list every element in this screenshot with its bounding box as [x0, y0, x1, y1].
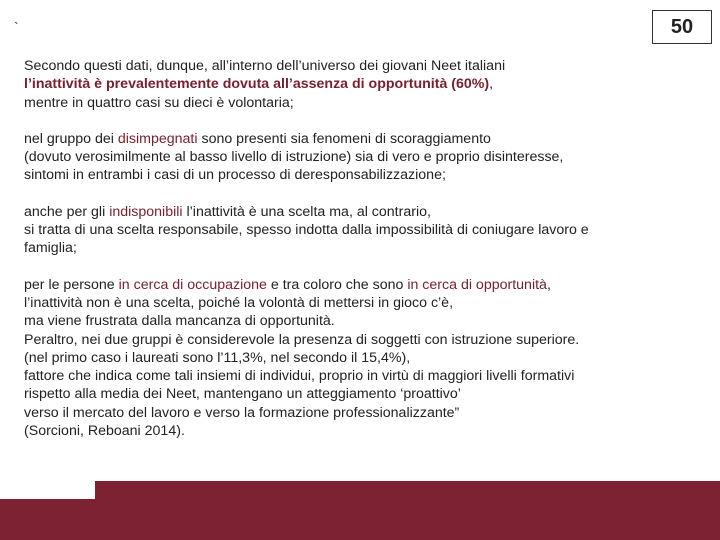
text-line	[24, 94, 694, 112]
text-line	[24, 422, 694, 440]
text-segment: sono presenti sia fenomeni di scoraggiamento	[197, 130, 491, 147]
paragraph	[24, 57, 694, 112]
text-segment: (dovuto verosimilmente al basso livello di istruzione) sia di vero e proprio disinteresse,	[24, 149, 564, 166]
text-line	[24, 148, 694, 166]
text-segment: per le persone	[24, 276, 119, 293]
footer-bar-left	[0, 499, 95, 540]
text-line	[24, 130, 694, 148]
text-line	[24, 367, 694, 385]
paragraph	[24, 276, 694, 441]
text-segment: ,	[546, 276, 551, 293]
text-line	[24, 294, 694, 312]
text-line	[24, 385, 694, 403]
text-segment: nel gruppo dei	[24, 130, 118, 147]
text-segment: si tratta di una scelta responsabile, spesso indotta dalla impossibilità di coniugare lavoro e	[24, 222, 589, 239]
highlighted-text: l’inattività è prevalentemente dovuta all’assenza di opportunità (60%)	[24, 76, 490, 93]
text-segment: ,	[489, 76, 494, 93]
page-number-box: 50	[652, 10, 712, 44]
text-line	[24, 203, 694, 221]
text-segment: Peraltro, nei due gruppi è considerevole la presenza di soggetti con istruzione superiore.	[24, 331, 580, 348]
text-segment: e tra coloro che sono	[266, 276, 408, 293]
text-segment: ma viene frustrata dalla mancanza di opportunità.	[24, 313, 335, 330]
text-line	[24, 312, 694, 330]
text-segment: (nel primo caso i laureati sono l’11,3%, nel secondo il 15,4%),	[24, 349, 411, 366]
text-line	[24, 75, 694, 93]
text-line	[24, 166, 694, 184]
text-segment: famiglia;	[24, 240, 77, 257]
footer-bar	[95, 481, 720, 540]
text-line	[24, 404, 694, 422]
slide-body	[24, 57, 694, 440]
text-segment: verso il mercato del lavoro e verso la formazione professionalizzante”	[24, 404, 460, 421]
highlighted-text: disimpegnati	[117, 130, 198, 147]
text-line	[24, 331, 694, 349]
text-segment: fattore che indica come tali insiemi di individui, proprio in virtù di maggiori livelli formativi	[24, 368, 575, 385]
text-segment: sintomi in entrambi i casi di un processo di deresponsabilizzazione;	[24, 167, 446, 184]
paragraph	[24, 130, 694, 185]
corner-mark: `	[14, 19, 19, 35]
text-segment: Secondo questi dati, dunque, all’interno dell’universo dei giovani Neet italiani	[24, 58, 506, 74]
text-line	[24, 349, 694, 367]
highlighted-text: in cerca di occupazione	[118, 276, 267, 293]
text-segment: rispetto alla media dei Neet, mantengano un atteggiamento ‘proattivo’	[24, 386, 461, 403]
paragraph	[24, 203, 694, 258]
text-segment: mentre in quattro casi su dieci è volontaria;	[24, 94, 294, 111]
text-line	[24, 276, 694, 294]
text-line	[24, 221, 694, 239]
text-line	[24, 57, 694, 75]
highlighted-text: in cerca di opportunità	[407, 276, 547, 293]
highlighted-text: indisponibili	[109, 203, 183, 220]
text-segment: l’inattività non è una scelta, poiché la volontà di mettersi in gioco c’è,	[24, 294, 454, 311]
text-segment: (Sorcioni, Reboani 2014).	[24, 423, 185, 440]
text-line	[24, 239, 694, 257]
text-segment: anche per gli	[24, 203, 110, 220]
text-segment: l’inattività è una scelta ma, al contrario,	[182, 203, 431, 220]
